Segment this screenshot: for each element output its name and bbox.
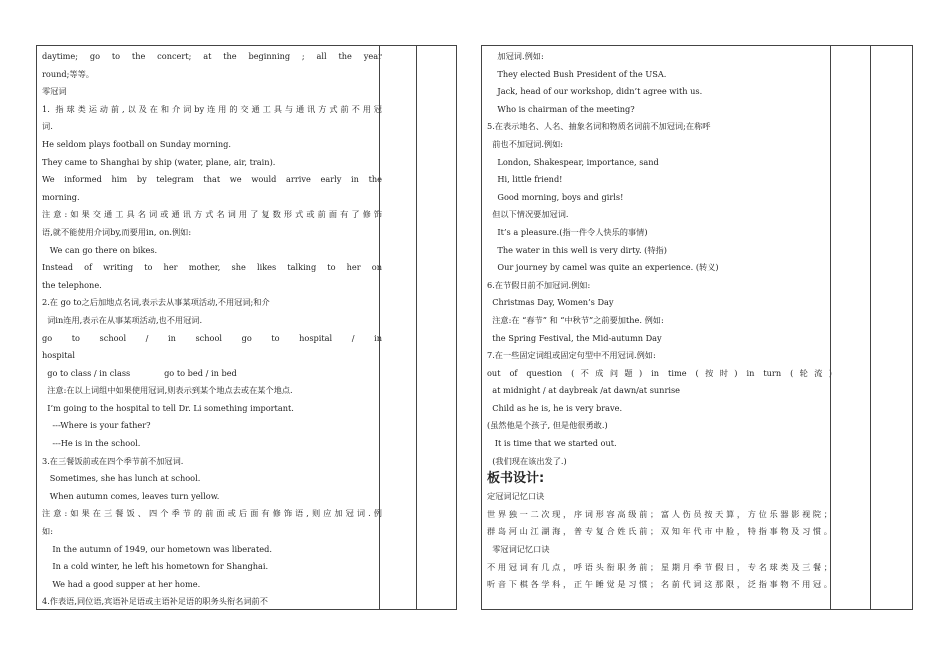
text-line: 听音下棋各学科，正午睡觉是习惯；名前代词这那限，泛指事物不用冠。	[487, 579, 832, 590]
text-line: (虽然他是个孩子, 但是他很勇敢.)	[487, 420, 608, 431]
text-line: go to class / in class go to bed / in bed	[42, 367, 237, 378]
text-line: daytime; go to the concert; at the beginning ; all the year	[42, 51, 382, 61]
text-line: 3.在三餐饭前或在四个季节前不加冠词.	[42, 455, 184, 466]
text-line: 如:	[42, 526, 53, 537]
text-line: Sometimes, she has lunch at school.	[42, 473, 201, 484]
text-line: go to school / in school go to hospital / in	[42, 332, 382, 343]
left-lesson-text	[37, 46, 382, 611]
text-line: We had a good supper at her home.	[42, 578, 201, 589]
text-line: 注意:在 “春节” 和 “中秋节”之前要加the. 例如:	[487, 314, 664, 325]
text-line: Our journey by camel was quite an experience. (转义)	[487, 262, 719, 273]
text-line: 5.在表示地名、人名、抽象名词和物质名词前不加冠词;在称呼	[487, 121, 711, 132]
text-line: 零冠词记忆口诀	[487, 544, 550, 555]
text-line: 1. 指球类运动前,以及在和介词by连用的交通工具与通讯方式前不用冠	[42, 103, 382, 114]
text-line: the Spring Festival, the Mid-autumn Day	[487, 332, 662, 343]
left-table-divider-1	[379, 46, 380, 609]
right-table-divider-2	[870, 46, 871, 609]
text-line: Jack, head of our workshop, didn’t agree with us.	[487, 86, 703, 97]
text-line: 加冠词.例如:	[487, 51, 544, 61]
text-line: Hi, little friend!	[487, 174, 563, 185]
text-line: It’s a pleasure.(指一件令人快乐的事情)	[487, 226, 648, 237]
text-line: He seldom plays football on Sunday morning.	[42, 138, 232, 149]
text-line: 零冠词	[42, 86, 67, 97]
text-line: They came to Shanghai by ship (water, plane, air, train).	[42, 156, 276, 167]
text-line: 注意:如果交通工具名词或通讯方式名词用了复数形式或前面有了修饰	[42, 209, 382, 220]
text-line: 词in连用,表示在从事某项活动,也不用冠词.	[42, 314, 203, 325]
text-line: 语,就不能使用介词by,而要用in, on.例如:	[42, 226, 192, 237]
text-line: Good morning, boys and girls!	[487, 191, 624, 202]
text-line: 2.在 go to之后加地点名词,表示去从事某项活动,不用冠词;和介	[42, 297, 270, 308]
text-line: I’m going to the hospital to tell Dr. Li something important.	[42, 402, 294, 413]
text-line: (我们现在该出发了.)	[487, 455, 567, 466]
text-line: morning.	[42, 191, 80, 202]
text-line: the telephone.	[42, 279, 102, 290]
text-line: 群岛河山江湖海，普专复合姓氏前；双知年代市中脸，特指事物及习惯。	[487, 526, 832, 537]
left-table-divider-2	[416, 46, 417, 609]
text-line: It is time that we started out.	[487, 438, 617, 449]
text-line: Christmas Day, Women’s Day	[487, 297, 614, 308]
text-line: ---Where is your father?	[42, 420, 151, 431]
text-line: In the autumn of 1949, our hometown was liberated.	[42, 543, 272, 554]
text-line: Instead of writing to her mother, she likes talking to her on	[42, 262, 382, 273]
text-line: 注意:如果在三餐饭、四个季节的前面或后面有修饰语,则应加冠词.例	[42, 508, 382, 519]
text-line: In a cold winter, he left his hometown for Shanghai.	[42, 561, 269, 572]
text-line: Who is chairman of the meeting?	[487, 103, 635, 114]
right-page-table	[481, 45, 913, 610]
text-line: round;等等。	[42, 68, 94, 79]
text-line: 前也不加冠词.例如:	[487, 138, 564, 149]
text-line: They elected Bush President of the USA.	[487, 68, 667, 79]
text-line: 4.作表语,同位语,宾语补足语或主语补足语的职务头衔名词前不	[42, 596, 268, 607]
text-line: The water in this well is very dirty. (特指)	[487, 244, 667, 255]
text-line: 词.	[42, 121, 53, 132]
text-line: 7.在一些固定词组或固定句型中不用冠词.例如:	[487, 350, 656, 361]
board-design-heading: 板书设计:	[487, 471, 545, 487]
text-line: We can go there on bikes.	[42, 244, 158, 255]
text-line: at midnight / at daybreak /at dawn/at sunrise	[487, 385, 681, 396]
text-line: 不用冠词有几点，呼语头衔职务前；星期月季节假日，专名球类及三餐；	[487, 561, 832, 572]
text-line: 但以下情况要加冠词.	[487, 209, 569, 220]
text-line: 6.在节假日前不加冠词.例如:	[487, 279, 591, 290]
text-line: 世界独一二次现，序词形容高级前；富人伤员按天算，方位乐器影视院；	[487, 508, 832, 519]
text-line: hospital	[42, 350, 76, 361]
text-line: 定冠词记忆口诀	[487, 491, 545, 502]
text-line: When autumn comes, leaves turn yellow.	[42, 490, 220, 501]
text-line: out of question (不成问题) in time (按时) in turn (轮流)	[487, 367, 832, 378]
right-lesson-text	[482, 46, 832, 594]
right-table-divider-1	[830, 46, 831, 609]
text-line: ---He is in the school.	[42, 438, 141, 449]
text-line: Child as he is, he is very brave.	[487, 402, 623, 413]
text-line: London, Shakespear, importance, sand	[487, 156, 659, 167]
text-line: We informed him by telegram that we would arrive early in the	[42, 174, 382, 185]
left-page-table	[36, 45, 457, 610]
text-line: 注意:在以上词组中如果使用冠词,则表示到某个地点去或在某个地点.	[42, 385, 293, 396]
